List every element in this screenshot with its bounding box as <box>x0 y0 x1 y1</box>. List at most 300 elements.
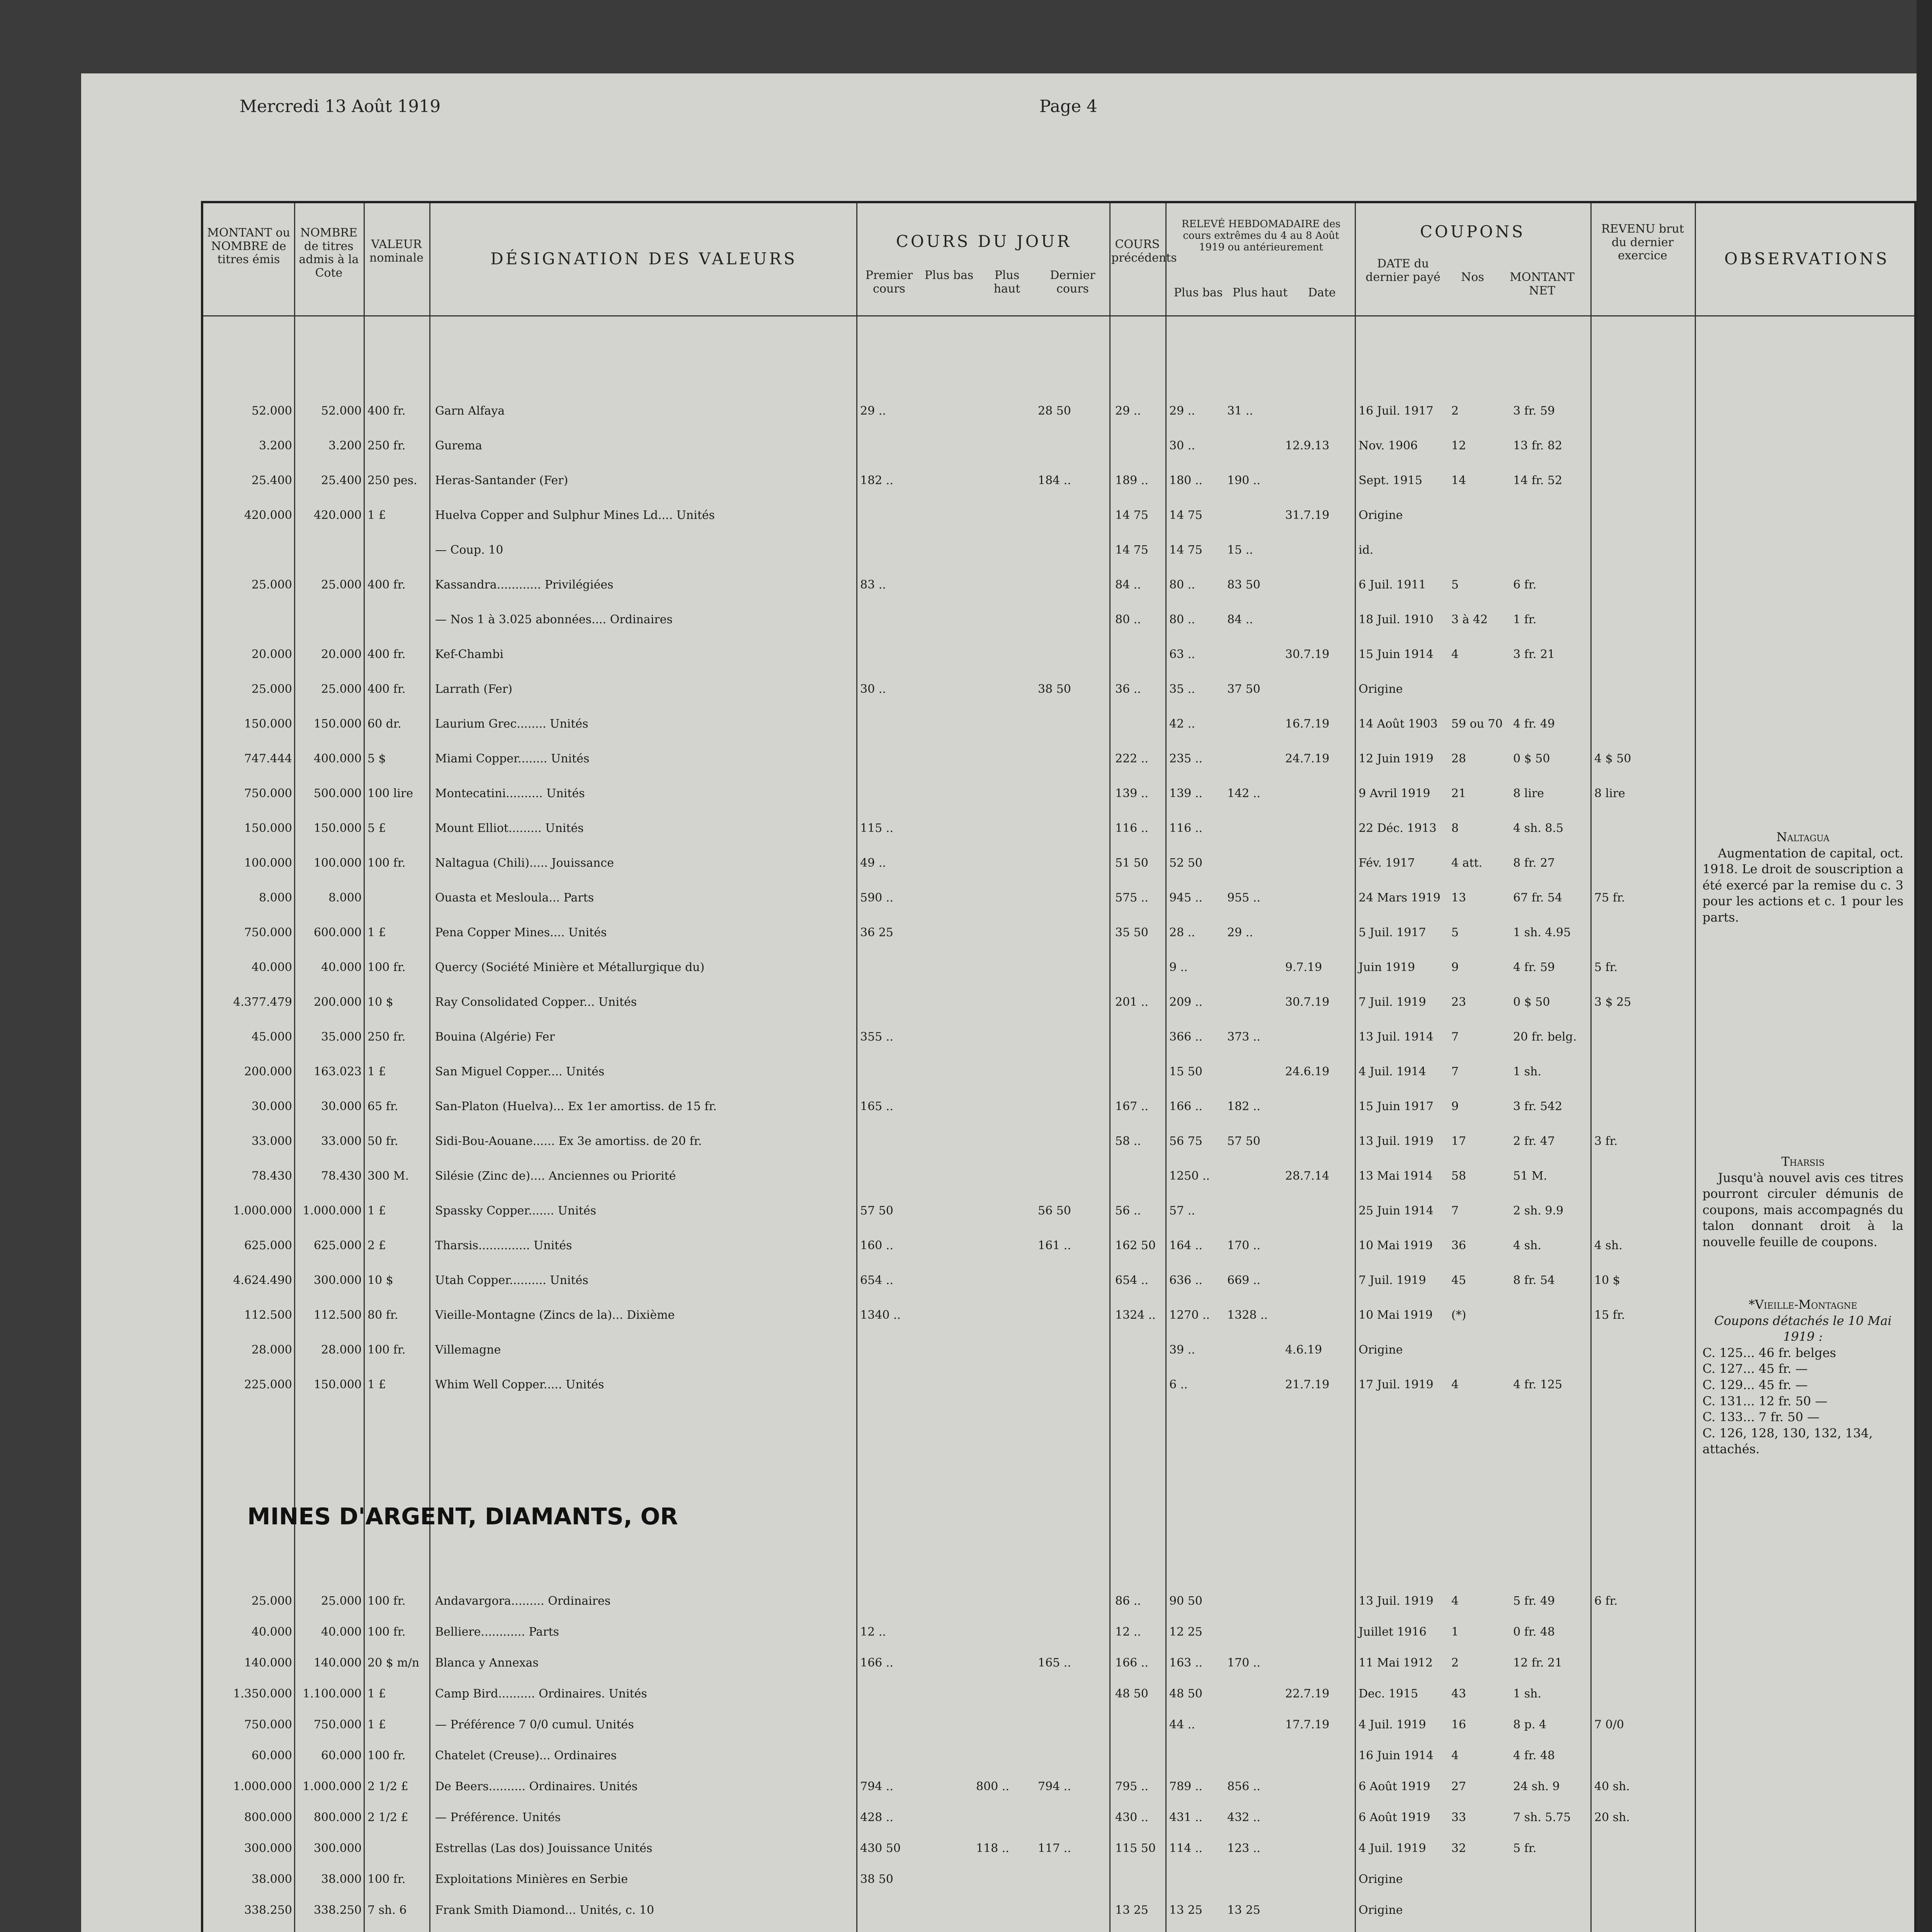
cell-revenu: 75 fr. <box>1594 891 1625 905</box>
cell-valeur: 100 fr. <box>367 1594 406 1608</box>
cell-coupon-date: 9 Avril 1919 <box>1359 787 1430 800</box>
col-r-date: Date <box>1308 286 1336 299</box>
cell-coupon-date: 15 Juin 1917 <box>1359 1100 1434 1113</box>
cell-coupon-no: 17 <box>1451 1134 1466 1148</box>
table-row <box>203 578 1914 592</box>
cell-designation: Mount Elliot......... Unités <box>435 821 584 835</box>
cell-coupon-no: 36 <box>1451 1239 1466 1252</box>
cell-nombre: 20.000 <box>321 648 362 661</box>
cell-montant: 45.000 <box>252 1030 292 1044</box>
cell-valeur: 1 £ <box>367 1718 386 1731</box>
cell-nombre: 78.430 <box>321 1169 362 1183</box>
cell-nombre: 3.200 <box>328 439 362 452</box>
cell-cours-prec: 86 .. <box>1115 1594 1141 1608</box>
cell-nombre: 40.000 <box>321 1625 362 1639</box>
cell-coupon-date: Juillet 1916 <box>1359 1625 1427 1639</box>
cell-designation: Blanca y Annexas <box>435 1656 539 1670</box>
obs-line: C. 127... 45 fr. — <box>1702 1361 1808 1376</box>
cell-designation: Villemagne <box>435 1343 501 1357</box>
cell-montant: 100.000 <box>244 856 292 870</box>
cell-coupon-date: 6 Juil. 1911 <box>1359 578 1426 592</box>
cell-releve-bas: 164 .. <box>1169 1239 1202 1252</box>
cell-valeur: 1 £ <box>367 1065 386 1078</box>
cell-coupon-date: 6 Août 1919 <box>1359 1811 1430 1824</box>
header-rule <box>203 315 1914 316</box>
cell-coupon-no: 3 à 42 <box>1451 613 1488 626</box>
cell-valeur: 250 fr. <box>367 439 406 452</box>
cell-valeur: 5 £ <box>367 821 386 835</box>
cell-revenu: 15 fr. <box>1594 1308 1625 1322</box>
table-row <box>203 1100 1914 1114</box>
cell-designation: Kef-Chambi <box>435 648 503 661</box>
cell-coupon-montant: 4 fr. 59 <box>1513 961 1555 974</box>
cell-releve-bas: 48 50 <box>1169 1687 1202 1701</box>
cell-releve-bas: 116 .. <box>1169 821 1202 835</box>
cell-premier: 165 .. <box>860 1100 893 1113</box>
cell-coupon-montant: 8 fr. 54 <box>1513 1274 1555 1287</box>
cell-releve-bas: 636 .. <box>1169 1274 1202 1287</box>
cell-releve-haut: 31 .. <box>1227 404 1253 418</box>
cell-cours-prec: 48 50 <box>1115 1687 1148 1701</box>
table-row <box>203 1065 1914 1079</box>
cell-montant: 25.000 <box>252 682 292 696</box>
cell-releve-bas: 139 .. <box>1169 787 1202 800</box>
cell-coupon-date: Origine <box>1359 682 1403 696</box>
cell-coupon-montant: 8 lire <box>1513 787 1544 800</box>
col-observations: OBSERVATIONS <box>1724 249 1889 268</box>
col-r-bas: Plus bas <box>1173 286 1223 299</box>
cell-cours-prec: 1324 .. <box>1115 1308 1156 1322</box>
cell-montant: 150.000 <box>244 821 292 835</box>
table-row <box>203 1343 1914 1357</box>
cell-montant: 112.500 <box>244 1308 292 1322</box>
cell-coupon-no: 5 <box>1451 578 1459 592</box>
table-row <box>203 717 1914 731</box>
cell-releve-bas: 12 25 <box>1169 1625 1202 1639</box>
table-row <box>203 509 1914 522</box>
cell-coupon-no: 8 <box>1451 821 1459 835</box>
cell-valeur: 100 fr. <box>367 1625 406 1639</box>
obs-title: *Vieille-Montagne <box>1748 1297 1857 1312</box>
cell-releve-bas: 166 .. <box>1169 1100 1202 1113</box>
cell-valeur: 100 fr. <box>367 856 406 870</box>
cell-nombre: 150.000 <box>313 717 362 731</box>
cell-coupon-no: 9 <box>1451 961 1459 974</box>
cell-coupon-no: 33 <box>1451 1811 1466 1824</box>
cell-coupon-montant: 7 sh. 5.75 <box>1513 1811 1571 1824</box>
cell-coupon-date: 22 Déc. 1913 <box>1359 821 1437 835</box>
cell-cours-prec: 167 .. <box>1115 1100 1148 1113</box>
cell-valeur: 1 £ <box>367 1687 386 1701</box>
col-nos: Nos <box>1461 270 1484 284</box>
table-row <box>203 961 1914 975</box>
cell-designation: Andavargora......... Ordinaires <box>435 1594 611 1608</box>
cell-designation: Exploitations Minières en Serbie <box>435 1872 628 1886</box>
cell-nombre: 25.400 <box>321 474 362 487</box>
cell-valeur: 10 $ <box>367 1274 393 1287</box>
cell-montant: 52.000 <box>252 404 292 418</box>
cell-premier: 794 .. <box>860 1780 893 1793</box>
col-plus-bas: Plus bas <box>924 269 974 282</box>
cell-designation: Silésie (Zinc de).... Anciennes ou Priorité <box>435 1169 676 1183</box>
cell-nombre: 150.000 <box>313 821 362 835</box>
col-r-haut: Plus haut <box>1232 286 1288 299</box>
cell-coupon-no: 45 <box>1451 1274 1466 1287</box>
cell-coupon-no: 59 ou 70 <box>1451 717 1503 731</box>
cell-releve-bas: 945 .. <box>1169 891 1202 905</box>
cell-montant: 300.000 <box>244 1842 292 1855</box>
table-row <box>203 1308 1914 1322</box>
cell-valeur: 60 dr. <box>367 717 401 731</box>
cell-coupon-date: 15 Juin 1914 <box>1359 648 1434 661</box>
cell-coupon-no: 4 <box>1451 1594 1459 1608</box>
cell-montant: 1.350.000 <box>233 1687 292 1701</box>
cell-releve-bas: 14 75 <box>1169 543 1202 557</box>
cell-cours-prec: 654 .. <box>1115 1274 1148 1287</box>
cell-montant: 28.000 <box>252 1343 292 1357</box>
table-row <box>203 439 1914 453</box>
cell-valeur: 100 fr. <box>367 1343 406 1357</box>
cell-premier: 160 .. <box>860 1239 893 1252</box>
cell-coupon-date: 14 Août 1903 <box>1359 717 1438 731</box>
cell-montant: 1.000.000 <box>233 1780 292 1793</box>
cell-coupon-montant: 4 sh. <box>1513 1239 1541 1252</box>
cell-nombre: 112.500 <box>313 1308 362 1322</box>
table-row <box>203 1718 1914 1732</box>
cell-designation: Naltagua (Chili)..... Jouissance <box>435 856 614 870</box>
cell-designation: Miami Copper........ Unités <box>435 752 590 765</box>
cell-coupon-montant: 1 sh. <box>1513 1065 1541 1078</box>
cell-designation: Sidi-Bou-Aouane...... Ex 3e amortiss. de 20 fr. <box>435 1134 702 1148</box>
cell-coupon-date: 6 Août 1919 <box>1359 1780 1430 1793</box>
cell-releve-haut: 170 .. <box>1227 1656 1260 1670</box>
cell-coupon-no: 4 att. <box>1451 856 1483 870</box>
cell-dernier: 28 50 <box>1038 404 1071 418</box>
cell-designation: — Préférence. Unités <box>435 1811 561 1824</box>
cell-releve-haut: 37 50 <box>1227 682 1260 696</box>
table-row <box>203 1656 1914 1670</box>
cell-cours-prec: 189 .. <box>1115 474 1148 487</box>
cell-revenu: 6 fr. <box>1594 1594 1618 1608</box>
cell-plus-haut: 800 .. <box>976 1780 1009 1793</box>
cell-designation: — Préférence 7 0/0 cumul. Unités <box>435 1718 634 1731</box>
cell-designation: Ouasta et Mesloula... Parts <box>435 891 594 905</box>
cell-coupon-montant: 8 p. 4 <box>1513 1718 1546 1731</box>
cell-designation: San-Platon (Huelva)... Ex 1er amortiss. de 15 fr. <box>435 1100 717 1113</box>
table-row <box>203 926 1914 940</box>
cell-releve-bas: 13 25 <box>1169 1903 1202 1917</box>
cell-coupon-date: 25 Juin 1914 <box>1359 1204 1434 1218</box>
cell-coupon-date: 24 Mars 1919 <box>1359 891 1440 905</box>
cell-valeur: 20 $ m/n <box>367 1656 420 1670</box>
cell-designation: Ray Consolidated Copper... Unités <box>435 995 637 1009</box>
cell-dernier: 184 .. <box>1038 474 1071 487</box>
col-plus-haut: Plus haut <box>993 269 1020 296</box>
obs-vieille-montagne <box>1702 1297 1903 1458</box>
cell-valeur: 2 1/2 £ <box>367 1780 408 1793</box>
cell-nombre: 100.000 <box>313 856 362 870</box>
cell-releve-haut: 84 .. <box>1227 613 1253 626</box>
cell-dernier: 165 .. <box>1038 1656 1071 1670</box>
cell-coupon-date: 10 Mai 1919 <box>1359 1308 1433 1322</box>
cell-nombre: 140.000 <box>313 1656 362 1670</box>
cell-premier: 1340 .. <box>860 1308 901 1322</box>
cell-coupon-date: 4 Juil. 1919 <box>1359 1718 1426 1731</box>
cell-coupon-montant: 5 fr. 49 <box>1513 1594 1555 1608</box>
table-row <box>203 1274 1914 1287</box>
cell-coupon-montant: 6 fr. <box>1513 578 1537 592</box>
cell-montant: 25.000 <box>252 1594 292 1608</box>
cell-montant: 38.000 <box>252 1872 292 1886</box>
cell-releve-bas: 14 75 <box>1169 509 1202 522</box>
table-row <box>203 856 1914 870</box>
cell-designation: Tharsis.............. Unités <box>435 1239 572 1252</box>
cell-releve-haut: 13 25 <box>1227 1903 1260 1917</box>
cell-valeur: 100 fr. <box>367 1872 406 1886</box>
cell-coupon-montant: 3 fr. 542 <box>1513 1100 1563 1113</box>
cell-coupon-montant: 4 sh. 8.5 <box>1513 821 1564 835</box>
cell-coupon-date: 13 Juil. 1919 <box>1359 1134 1434 1148</box>
cell-releve-bas: 42 .. <box>1169 717 1195 731</box>
cell-coupon-no: 1 <box>1451 1625 1459 1639</box>
cell-coupon-no: 12 <box>1451 439 1466 452</box>
cell-valeur: 400 fr. <box>367 578 406 592</box>
cell-coupon-no: 13 <box>1451 891 1466 905</box>
cell-releve-bas: 114 .. <box>1169 1842 1202 1855</box>
cell-releve-date: 28.7.14 <box>1285 1169 1330 1183</box>
cell-releve-haut: 955 .. <box>1227 891 1260 905</box>
page-number: Page 4 <box>1039 97 1098 116</box>
cell-designation: Kassandra............ Privilégiées <box>435 578 614 592</box>
cell-valeur: 5 $ <box>367 752 386 765</box>
cell-montant: 20.000 <box>252 648 292 661</box>
cell-coupon-date: 4 Juil. 1914 <box>1359 1065 1426 1078</box>
cell-coupon-montant: 1 sh. 4.95 <box>1513 926 1571 939</box>
cell-coupon-montant: 5 fr. <box>1513 1842 1537 1855</box>
cell-coupon-montant: 1 sh. <box>1513 1687 1541 1701</box>
cell-montant: 78.430 <box>252 1169 292 1183</box>
cell-premier: 36 25 <box>860 926 893 939</box>
cell-premier: 83 .. <box>860 578 886 592</box>
cell-premier: 654 .. <box>860 1274 893 1287</box>
cell-nombre: 1.100.000 <box>303 1687 362 1701</box>
cell-releve-bas: 44 .. <box>1169 1718 1195 1731</box>
obs-line: C. 129... 45 fr. — <box>1702 1377 1808 1392</box>
table-row <box>203 648 1914 662</box>
cell-montant: 150.000 <box>244 717 292 731</box>
cell-releve-haut: 432 .. <box>1227 1811 1260 1824</box>
cell-nombre: 28.000 <box>321 1343 362 1357</box>
table-row <box>203 1903 1914 1917</box>
cell-nombre: 33.000 <box>321 1134 362 1148</box>
cell-releve-bas: 163 .. <box>1169 1656 1202 1670</box>
cell-valeur: 1 £ <box>367 1378 386 1391</box>
cell-valeur: 50 fr. <box>367 1134 398 1148</box>
cell-premier: 115 .. <box>860 821 893 835</box>
cell-valeur: 400 fr. <box>367 404 406 418</box>
table-row <box>203 404 1914 418</box>
cell-releve-haut: 123 .. <box>1227 1842 1260 1855</box>
cell-releve-date: 17.7.19 <box>1285 1718 1330 1731</box>
cell-revenu: 5 fr. <box>1594 961 1618 974</box>
cell-coupon-no: 23 <box>1451 995 1466 1009</box>
cell-releve-bas: 29 .. <box>1169 404 1195 418</box>
cell-valeur: 10 $ <box>367 995 393 1009</box>
cell-releve-bas: 6 .. <box>1169 1378 1188 1391</box>
cell-valeur: 300 M. <box>367 1169 409 1183</box>
cell-cours-prec: 36 .. <box>1115 682 1141 696</box>
cell-nombre: 400.000 <box>313 752 362 765</box>
cell-designation: Spassky Copper....... Unités <box>435 1204 597 1218</box>
cell-coupon-date: Origine <box>1359 1872 1403 1886</box>
cell-premier: 49 .. <box>860 856 886 870</box>
cell-nombre: 150.000 <box>313 1378 362 1391</box>
cell-nombre: 420.000 <box>313 509 362 522</box>
cell-coupon-no: 32 <box>1451 1842 1466 1855</box>
cell-cours-prec: 58 .. <box>1115 1134 1141 1148</box>
cell-montant: 40.000 <box>252 1625 292 1639</box>
cell-coupon-montant: 0 $ 50 <box>1513 995 1550 1009</box>
cell-nombre: 38.000 <box>321 1872 362 1886</box>
cell-valeur: 400 fr. <box>367 682 406 696</box>
cell-nombre: 60.000 <box>321 1749 362 1762</box>
cell-coupon-no: 16 <box>1451 1718 1466 1731</box>
cell-releve-haut: 170 .. <box>1227 1239 1260 1252</box>
col-valeur: VALEUR nominale <box>369 238 423 265</box>
cell-coupon-date: 16 Juin 1914 <box>1359 1749 1434 1762</box>
cell-valeur: 400 fr. <box>367 648 406 661</box>
cell-coupon-montant: 12 fr. 21 <box>1513 1656 1563 1670</box>
cell-releve-bas: 30 .. <box>1169 439 1195 452</box>
cell-revenu: 10 $ <box>1594 1274 1620 1287</box>
cell-coupon-no: 28 <box>1451 752 1466 765</box>
cell-designation: Larrath (Fer) <box>435 682 512 696</box>
cell-releve-date: 30.7.19 <box>1285 648 1330 661</box>
cell-dernier: 38 50 <box>1038 682 1071 696</box>
cell-valeur: 65 fr. <box>367 1100 398 1113</box>
cell-nombre: 25.000 <box>321 578 362 592</box>
cell-coupon-no: 7 <box>1451 1030 1459 1044</box>
cell-montant: 200.000 <box>244 1065 292 1078</box>
obs-line: C. 126, 128, 130, 132, 134, attachés. <box>1702 1425 1873 1457</box>
cell-coupon-date: 17 Juil. 1919 <box>1359 1378 1434 1391</box>
cell-designation: De Beers.......... Ordinaires. Unités <box>435 1780 638 1793</box>
cell-revenu: 8 lire <box>1594 787 1625 800</box>
cell-coupon-no: 43 <box>1451 1687 1466 1701</box>
cell-montant: 1.000.000 <box>233 1204 292 1218</box>
cell-montant: 747.444 <box>244 752 292 765</box>
cell-valeur: 100 fr. <box>367 961 406 974</box>
binding-spine <box>1917 0 1932 1932</box>
cell-designation: Utah Copper.......... Unités <box>435 1274 588 1287</box>
col-designation: DÉSIGNATION DES VALEURS <box>490 249 797 268</box>
table-row <box>203 1378 1914 1392</box>
cell-coupon-montant: 3 fr. 59 <box>1513 404 1555 418</box>
cell-premier: 430 50 <box>860 1842 901 1855</box>
cell-cours-prec: 80 .. <box>1115 613 1141 626</box>
cell-nombre: 35.000 <box>321 1030 362 1044</box>
cell-plus-haut: 118 .. <box>976 1842 1009 1855</box>
table-row <box>203 1239 1914 1253</box>
cell-coupon-montant: 4 fr. 49 <box>1513 717 1555 731</box>
cell-coupon-no: 58 <box>1451 1169 1466 1183</box>
cell-revenu: 7 0/0 <box>1594 1718 1624 1731</box>
cell-releve-date: 30.7.19 <box>1285 995 1330 1009</box>
cell-dernier: 161 .. <box>1038 1239 1071 1252</box>
cell-coupon-date: 11 Mai 1912 <box>1359 1656 1433 1670</box>
cell-coupon-date: 7 Juil. 1919 <box>1359 995 1426 1009</box>
cell-nombre: 25.000 <box>321 682 362 696</box>
table-row <box>203 682 1914 696</box>
cell-dernier: 794 .. <box>1038 1780 1071 1793</box>
cell-premier: 182 .. <box>860 474 893 487</box>
cell-nombre: 750.000 <box>313 1718 362 1731</box>
cell-designation: — Coup. 10 <box>435 543 503 557</box>
cell-coupon-montant: 67 fr. 54 <box>1513 891 1563 905</box>
cell-valeur: 2 1/2 £ <box>367 1811 408 1824</box>
cell-designation: Laurium Grec........ Unités <box>435 717 588 731</box>
obs-title: Tharsis <box>1781 1154 1825 1169</box>
table-row <box>203 1204 1914 1218</box>
cell-coupon-montant: 14 fr. 52 <box>1513 474 1563 487</box>
cell-coupon-montant: 0 $ 50 <box>1513 752 1550 765</box>
cell-cours-prec: 84 .. <box>1115 578 1141 592</box>
cell-releve-bas: 63 .. <box>1169 648 1195 661</box>
col-montant-net: MONTANT NET <box>1510 270 1575 298</box>
col-date-dernier: DATE du dernier payé <box>1366 257 1440 284</box>
cell-releve-bas: 80 .. <box>1169 613 1195 626</box>
cell-releve-date: 21.7.19 <box>1285 1378 1330 1391</box>
obs-title: Naltagua <box>1776 830 1830 844</box>
cell-releve-date: 31.7.19 <box>1285 509 1330 522</box>
cell-valeur: 100 lire <box>367 787 413 800</box>
cell-nombre: 800.000 <box>313 1811 362 1824</box>
cell-valeur: 1 £ <box>367 926 386 939</box>
cell-releve-haut: 182 .. <box>1227 1100 1260 1113</box>
cell-coupon-montant: 51 M. <box>1513 1169 1547 1183</box>
cell-coupon-no: 21 <box>1451 787 1466 800</box>
obs-line: C. 125... 46 fr. belges <box>1702 1345 1836 1360</box>
table-row <box>203 1842 1914 1855</box>
table-row <box>203 821 1914 835</box>
cell-coupon-no: 4 <box>1451 1378 1459 1391</box>
col-montant: MONTANT ou NOMBRE de titres émis <box>207 226 290 266</box>
table-row <box>203 1811 1914 1825</box>
col-cours-prec: COURS précédents <box>1111 238 1177 265</box>
cell-montant: 140.000 <box>244 1656 292 1670</box>
cell-releve-date: 24.7.19 <box>1285 752 1330 765</box>
table-row <box>203 1780 1914 1794</box>
cell-cours-prec: 14 75 <box>1115 509 1148 522</box>
obs-tharsis <box>1702 1154 1903 1250</box>
cell-releve-bas: 57 .. <box>1169 1204 1195 1218</box>
cell-designation: Gurema <box>435 439 482 452</box>
cell-releve-bas: 80 .. <box>1169 578 1195 592</box>
cell-designation: Vieille-Montagne (Zincs de la)... Dixième <box>435 1308 675 1322</box>
cell-premier: 428 .. <box>860 1811 893 1824</box>
cell-montant: 60.000 <box>252 1749 292 1762</box>
cell-revenu: 3 $ 25 <box>1594 995 1631 1009</box>
cell-cours-prec: 35 50 <box>1115 926 1148 939</box>
cell-revenu: 4 $ 50 <box>1594 752 1631 765</box>
table-row <box>203 1872 1914 1886</box>
cell-cours-prec: 12 .. <box>1115 1625 1141 1639</box>
col-dernier: Dernier cours <box>1050 269 1095 296</box>
cell-releve-haut: 57 50 <box>1227 1134 1260 1148</box>
cell-cours-prec: 29 .. <box>1115 404 1141 418</box>
col-cours-jour: COURS DU JOUR <box>896 232 1072 251</box>
cell-releve-haut: 669 .. <box>1227 1274 1260 1287</box>
